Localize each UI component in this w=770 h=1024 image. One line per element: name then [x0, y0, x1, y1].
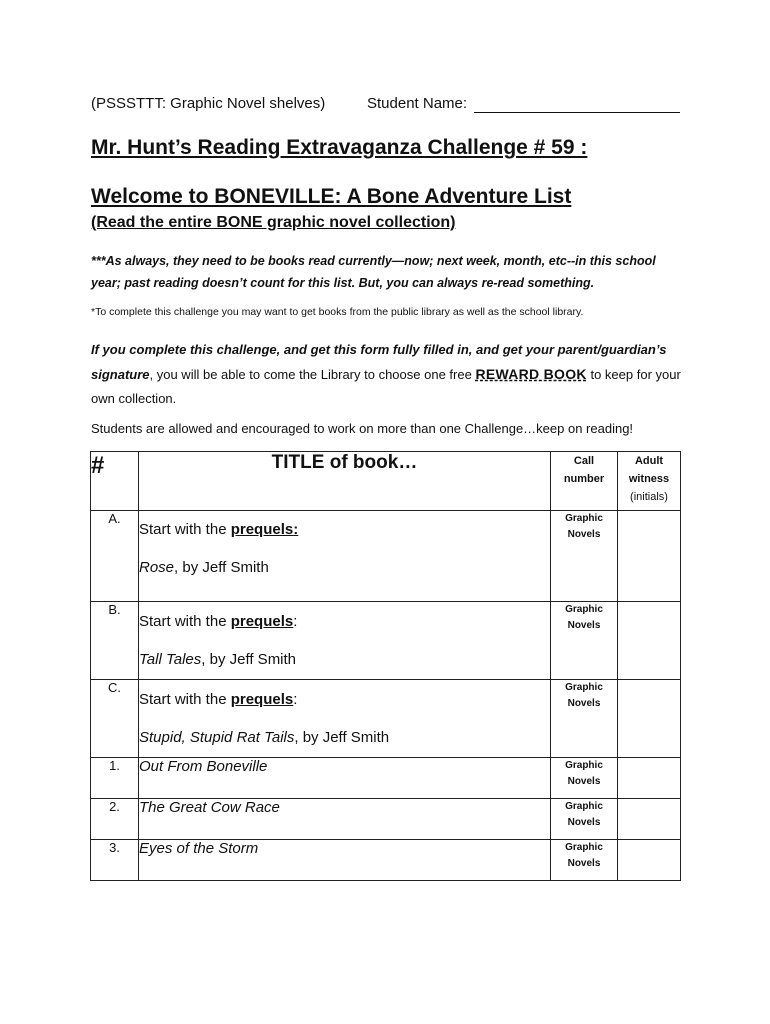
prequel-suffix: : — [293, 521, 299, 538]
students-note: Students are allowed and encouraged to work on more than one Challenge…keep on reading! — [91, 421, 634, 436]
header-call-line2: number — [563, 473, 605, 485]
call-line2: Novels — [567, 817, 601, 828]
header-call-line1: Call — [573, 455, 595, 467]
table-row — [91, 758, 681, 799]
witness-cell[interactable] — [618, 680, 681, 758]
call-number-cell — [551, 758, 618, 799]
call-number-cell — [551, 799, 618, 840]
row-label: B. — [91, 602, 139, 680]
call-line1: Graphic — [565, 604, 603, 615]
book-title: Tall Tales — [139, 651, 202, 668]
book-title: Out From Boneville — [139, 758, 551, 799]
witness-cell[interactable] — [618, 799, 681, 840]
call-number-cell — [551, 511, 618, 602]
table-row — [91, 840, 681, 881]
reward-paragraph — [91, 338, 691, 411]
call-line1: Graphic — [565, 801, 603, 812]
call-line2: Novels — [567, 698, 601, 709]
header-witness-line2: witness — [628, 473, 670, 485]
row-label: 3. — [91, 840, 139, 881]
prequel-word: prequels — [230, 691, 294, 708]
book-title: Rose — [139, 559, 175, 576]
prequel-prefix: Start with the — [139, 521, 231, 538]
book-list-table — [90, 451, 681, 881]
header-adult-witness — [618, 452, 681, 511]
table-header-row — [91, 452, 681, 511]
row-label: C. — [91, 680, 139, 758]
book-title: Eyes of the Storm — [139, 840, 551, 881]
current-reading-note: ***As always, they need to be books read currently—now; next week, month, etc--in this school year; past reading doesn’t count for this list. But, you can always re-read something. — [91, 254, 656, 290]
prequel-suffix: : — [293, 691, 298, 708]
list-title: Welcome to BONEVILLE: A Bone Adventure List — [91, 185, 572, 208]
table-row — [91, 511, 681, 602]
challenge-title: Mr. Hunt’s Reading Extravaganza Challenge # 59 : — [91, 136, 588, 159]
header-number: # — [91, 452, 139, 511]
row-label: 2. — [91, 799, 139, 840]
call-line2: Novels — [567, 858, 601, 869]
witness-cell[interactable] — [618, 511, 681, 602]
header-call-number — [551, 452, 618, 511]
row-title-cell — [139, 602, 551, 680]
reward-tail: to keep for your own collection. — [91, 367, 681, 406]
call-line2: Novels — [567, 620, 601, 631]
table-row — [91, 602, 681, 680]
witness-cell[interactable] — [618, 840, 681, 881]
book-title: Stupid, Stupid Rat Tails — [139, 729, 295, 746]
shelf-location: (PSSSTTT: Graphic Novel shelves) — [91, 95, 326, 112]
prequel-suffix: : — [293, 613, 298, 630]
book-title: The Great Cow Race — [139, 799, 551, 840]
reward-lead: If you complete this challenge, and get this form fully filled in, and get your parent/guardian’s signature — [91, 342, 667, 382]
call-line1: Graphic — [565, 842, 603, 853]
book-author: , by Jeff Smith — [294, 729, 390, 746]
prequel-word: prequels — [230, 521, 294, 538]
header-line — [91, 95, 691, 112]
prequel-prefix: Start with the — [139, 691, 231, 708]
row-label: A. — [91, 511, 139, 602]
call-number-cell — [551, 602, 618, 680]
header-witness-line3: (initials) — [630, 491, 668, 503]
table-row — [91, 680, 681, 758]
row-title-cell — [139, 680, 551, 758]
call-line2: Novels — [567, 776, 601, 787]
book-author: , by Jeff Smith — [174, 559, 269, 576]
call-line2: Novels — [567, 529, 601, 540]
book-author: , by Jeff Smith — [201, 651, 297, 668]
prequel-word: prequels — [230, 613, 294, 630]
student-name-field[interactable] — [474, 95, 680, 113]
list-instruction: (Read the entire BONE graphic novel collection) — [91, 214, 456, 231]
row-title-cell — [139, 511, 551, 602]
call-line1: Graphic — [565, 513, 603, 524]
call-line1: Graphic — [565, 760, 603, 771]
table-row — [91, 799, 681, 840]
prequel-prefix: Start with the — [139, 613, 231, 630]
witness-cell[interactable] — [618, 602, 681, 680]
call-number-cell — [551, 840, 618, 881]
witness-cell[interactable] — [618, 758, 681, 799]
call-line1: Graphic — [565, 682, 603, 693]
header-title: TITLE of book… — [139, 452, 551, 511]
row-label: 1. — [91, 758, 139, 799]
reward-book: REWARD BOOK — [475, 366, 587, 382]
header-witness-line1: Adult — [634, 455, 664, 467]
student-name-label: Student Name: — [367, 95, 468, 112]
call-number-cell — [551, 680, 618, 758]
reward-middle: , you will be able to come the Library to choose one free — [149, 367, 476, 382]
library-note: *To complete this challenge you may want to get books from the public library as well as the school library. — [91, 306, 584, 318]
